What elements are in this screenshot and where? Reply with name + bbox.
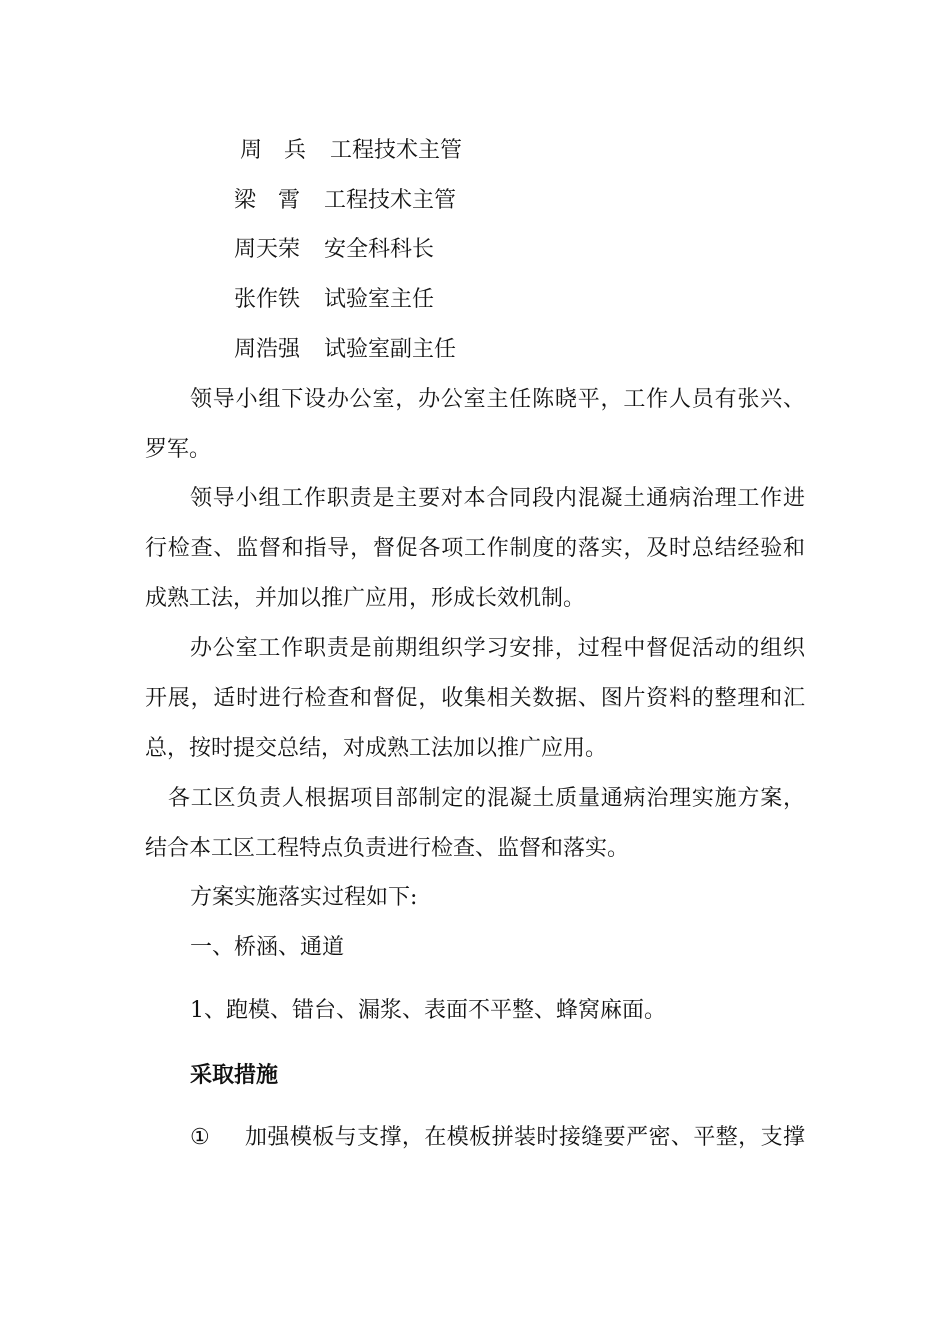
member-title: 试验室主任 [324,287,435,312]
member-title: 工程技术主管 [324,188,457,213]
measures-heading: 采取措施 [190,1062,279,1088]
section-heading: 一、桥涵、通道 [190,935,345,960]
member-title: 工程技术主管 [330,138,463,163]
member-name: 周浩强 [234,337,301,362]
member-title: 试验室副主任 [324,337,457,362]
measure-text: 加强模板与支撑，在模板拼装时接缝要严密、平整，支撑 [245,1125,805,1150]
paragraph-line: 开展，适时进行检查和督促，收集相关数据、图片资料的整理和汇 [145,686,805,711]
member-row [234,235,434,265]
paragraph-line: 办公室工作职责是前期组织学习安排，过程中督促活动的组织 [190,636,805,661]
measure-marker: ① [190,1125,210,1150]
paragraph-line: 领导小组下设办公室，办公室主任陈晓平，工作人员有张兴、 [190,387,805,412]
member-name: 梁 霄 [234,188,301,213]
paragraph-line: 行检查、监督和指导，督促各项工作制度的落实，及时总结经验和 [145,536,805,561]
member-name: 周天荣 [234,237,301,262]
paragraph-line: 各工区负责人根据项目部制定的混凝土质量通病治理实施方案， [168,786,805,811]
paragraph-line: 领导小组工作职责是主要对本合同段内混凝土通病治理工作进 [190,486,805,511]
paragraph-line: 结合本工区工程特点负责进行检查、监督和落实。 [145,836,630,861]
member-title: 安全科科长 [324,237,435,262]
member-row [234,335,456,365]
member-row [234,186,456,216]
member-name: 张作铁 [234,287,301,312]
paragraph-line: 成熟工法，并加以推广应用，形成长效机制。 [145,586,586,611]
member-row [240,136,462,166]
list-item: 1、跑模、错台、漏浆、表面不平整、蜂窝麻面。 [190,998,666,1023]
member-row [234,285,434,315]
member-name: 周 兵 [240,138,307,163]
paragraph-line: 方案实施落实过程如下: [190,885,418,910]
paragraph-line: 罗军。 [145,437,212,462]
paragraph-line: 总，按时提交总结，对成熟工法加以推广应用。 [145,736,608,761]
